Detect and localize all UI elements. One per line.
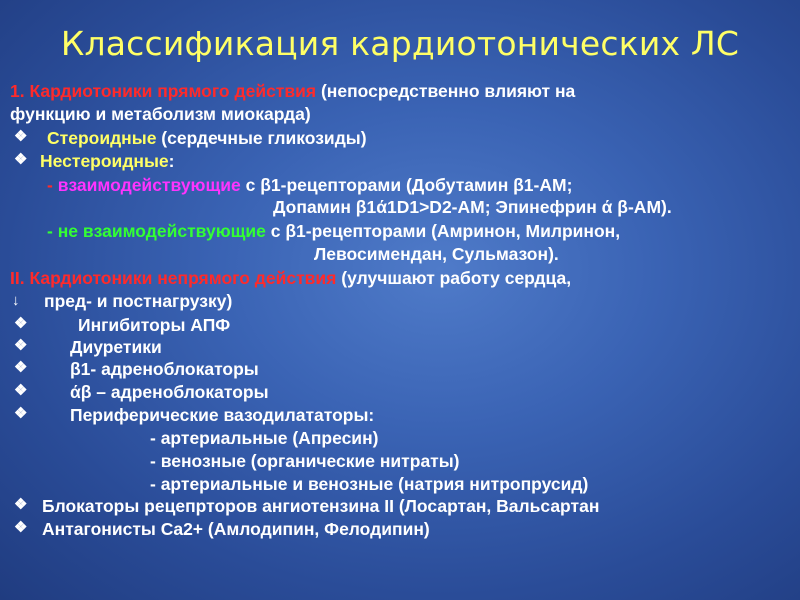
interacting-label: взаимодействующие	[57, 175, 241, 195]
diamond-bullet-icon: ❖	[14, 382, 28, 399]
nonsteroid-colon: :	[168, 151, 175, 171]
list-item: Периферические вазодилататоры:	[70, 405, 375, 425]
diamond-bullet-icon: ❖	[14, 405, 28, 422]
section1-desc-2: функцию и метаболизм миокарда)	[10, 104, 311, 124]
section1-desc-1: (непосредственно влияют на	[316, 81, 576, 101]
interacting-line	[47, 174, 572, 196]
nonsteroid-label: Нестероидные	[40, 151, 169, 171]
blockers-line: Блокаторы рецепрторов ангиотензина II (Лосартан, Вальсартан	[42, 496, 600, 516]
diamond-bullet-icon: ❖	[14, 519, 28, 536]
vaso-sub-item: - артериальные (Апресин)	[150, 428, 379, 448]
section1-heading: Кардиотоники прямого действия	[29, 81, 317, 101]
list-item: άβ – адреноблокаторы	[70, 382, 269, 402]
slide-title: Классификация кардиотонических ЛС	[60, 24, 740, 63]
steroid-line	[47, 127, 367, 149]
list-item: Ингибиторы АПФ	[78, 315, 231, 335]
interacting-rest: с β1-рецепторами (Добутамин β1-АМ;	[240, 175, 573, 195]
list-item: Диуретики	[70, 337, 162, 357]
diamond-bullet-icon: ❖	[14, 128, 28, 145]
section1-heading-line	[10, 80, 575, 102]
steroid-label: Стероидные	[47, 128, 157, 148]
section2-desc-2: пред- и постнагрузку)	[44, 291, 233, 311]
diamond-bullet-icon: ❖	[14, 359, 28, 376]
section2-heading: Кардиотоники непрямого действия	[24, 268, 337, 288]
diamond-bullet-icon: ❖	[14, 151, 28, 168]
section2-heading-line	[10, 267, 571, 289]
vaso-sub-item: - венозные (органические нитраты)	[150, 451, 460, 471]
interacting-line-2: Допамин β1ά1D1>D2-АМ; Эпинефрин ά β-АМ).	[273, 197, 672, 217]
noninteracting-line	[47, 220, 620, 242]
noninteracting-label: - не взаимодействующие	[47, 221, 266, 241]
section2-number: II.	[10, 268, 25, 288]
antagonists-line: Антагонисты Ca2+ (Амлодипин, Фелодипин)	[42, 519, 430, 539]
section2-desc-1: (улучшают работу сердца,	[336, 268, 572, 288]
noninteracting-rest: с β1-рецепторами (Амринон, Милринон,	[265, 221, 621, 241]
arrow-down-icon: ↓	[12, 292, 20, 309]
noninteracting-line-2: Левосимендан, Сульмазон).	[314, 244, 559, 264]
diamond-bullet-icon: ❖	[14, 496, 28, 513]
diamond-bullet-icon: ❖	[14, 337, 28, 354]
list-item: β1- адреноблокаторы	[70, 359, 259, 379]
nonsteroid-line	[40, 150, 175, 172]
diamond-bullet-icon: ❖	[14, 315, 28, 332]
interacting-dash: -	[47, 175, 58, 195]
steroid-rest: (сердечные гликозиды)	[156, 128, 367, 148]
vaso-sub-item: - артериальные и венозные (натрия нитропрусид)	[150, 474, 589, 494]
section1-number: 1.	[10, 81, 25, 101]
